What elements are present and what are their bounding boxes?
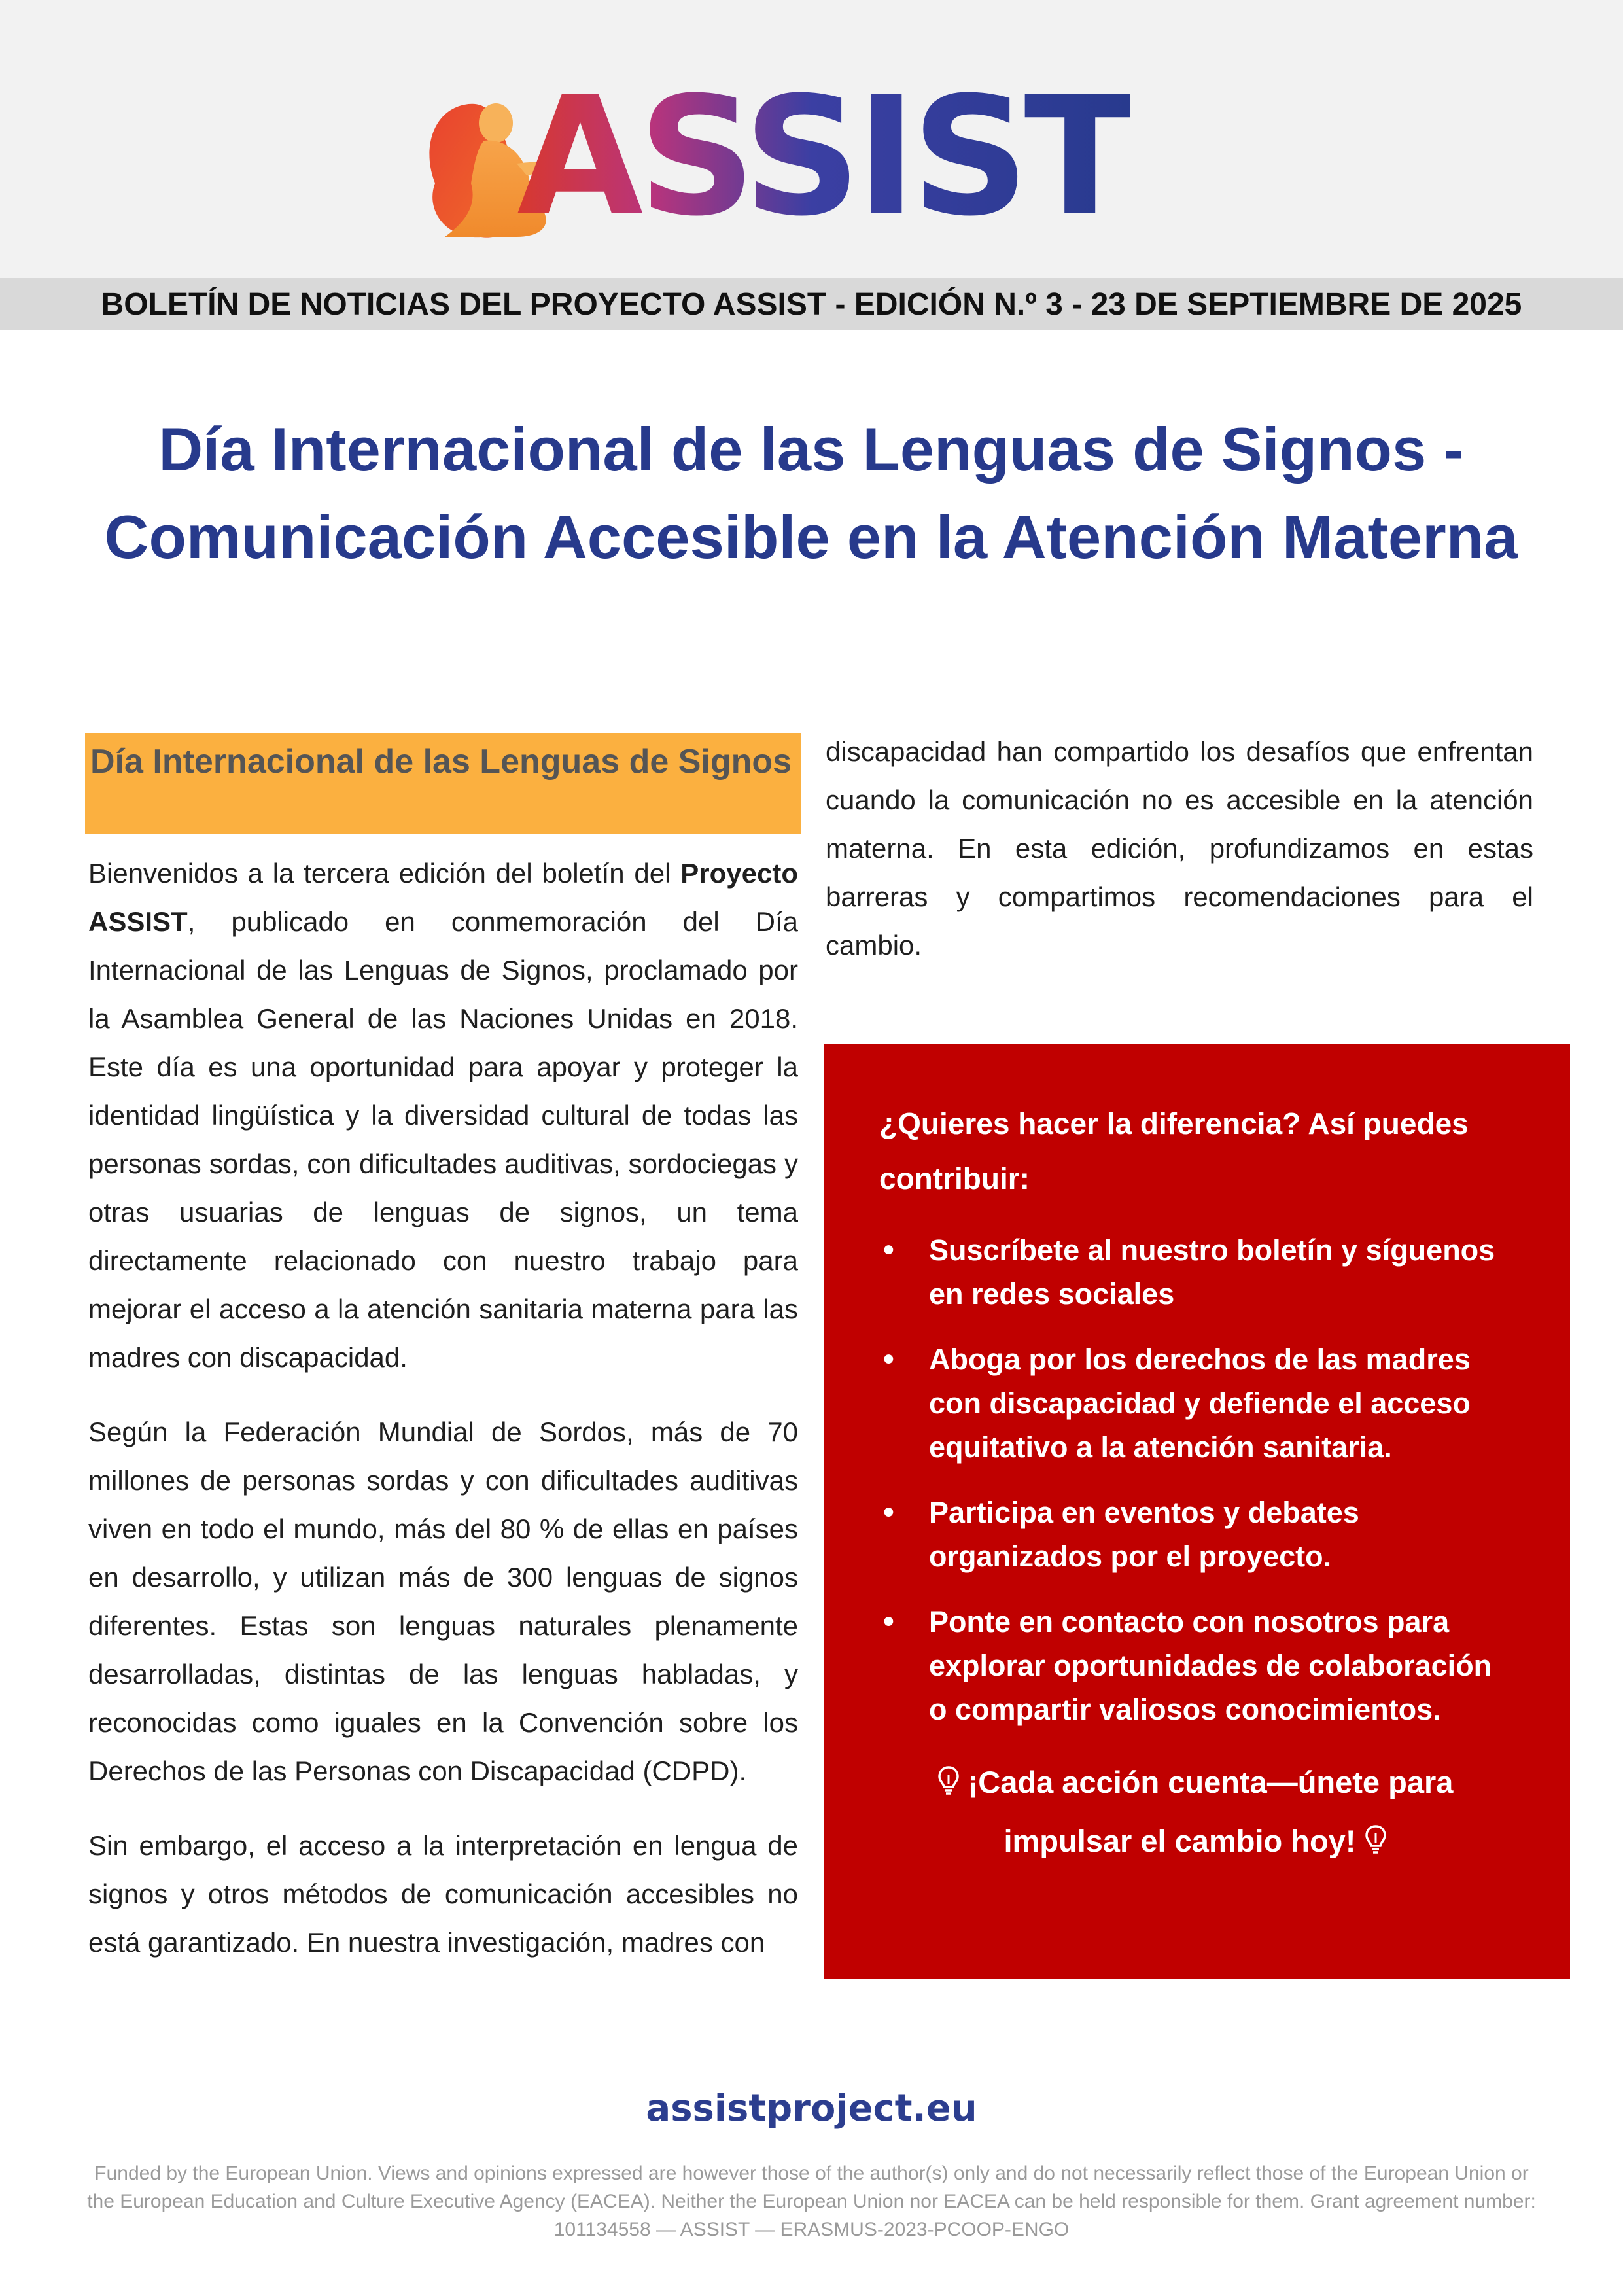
logo-wordmark: ASSIST	[517, 62, 1130, 252]
section-heading: Día Internacional de las Lenguas de Signos	[90, 743, 792, 781]
page-title: Día Internacional de las Lenguas de Signos - Comunicación Accesible en la Atención Materna	[104, 415, 1518, 571]
intro-rest: , publicado en conmemoración del Día Internacional de las Lenguas de Signos, proclamado por la Asamblea General de las Naciones Unidas en 2018. Este día es una oportunidad para apoyar y proteger la identidad lingüística y la diversidad cultural de todas las personas sordas, con dificultades auditivas, sordociegas y otras usuarias de lenguas de signos, un tema directamente relacionado con nuestro trabajo para mejorar el acceso a la atención sanitaria materna para las madres con discapacidad.	[88, 906, 798, 1373]
lightbulb-icon	[1365, 1824, 1387, 1856]
call-to-action-box	[824, 1044, 1570, 1979]
closing-text-1: ¡Cada acción cuenta—únete para	[968, 1765, 1454, 1799]
paragraph-access-continued: discapacidad han compartido los desafíos que enfrentan cuando la comunicación no es accesible en la atención materna. En esta edición, profundizamos en estas barreras y compartimos recomendaciones para el cambio.	[826, 736, 1533, 961]
cta-item-advocate: • Aboga por los derechos de las madres con discapacidad y defiende el acceso equitativo a la atención sanitaria.	[879, 1337, 1511, 1469]
funding-disclaimer: Funded by the European Union. Views and opinions expressed are however those of the author(s) only and do not necessarily reflect those of the European Union or the European Education and Culture Executive Agency (EACEA). Neither the European Union nor EACEA can be held responsible for them. Grant agreement number: 101134558 — ASSIST — ERASMUS-2023-PCOOP-ENGO	[87, 2163, 1536, 2240]
cta-item-participate: • Participa en eventos y debates organizados por el proyecto.	[879, 1491, 1511, 1578]
edition-text: BOLETÍN DE NOTICIAS DEL PROYECTO ASSIST - EDICIÓN N.º 3 - 23 DE SEPTIEMBRE DE 2025	[101, 287, 1522, 322]
project-name: Proyecto ASSIST	[88, 858, 798, 937]
cta-closing-line1	[879, 1753, 1511, 1812]
paragraph-statistics: Según la Federación Mundial de Sordos, más de 70 millones de personas sordas y con dificultades auditivas viven en todo el mundo, más del 80 % de ellas en países en desarrollo, y utilizan más de 300 lenguas de signos diferentes. Estas son lenguas naturales plenamente desarrolladas, distintas de las lenguas habladas, y reconocidas como iguales en la Convención sobre los Derechos de las Personas con Discapacidad (CDPD).	[88, 1417, 798, 1786]
cta-item-contact: • Ponte en contacto con nosotros para explorar oportunidades de colaboración o compartir valiosos conocimientos.	[879, 1600, 1511, 1731]
right-column	[826, 728, 1533, 970]
section-heading-box	[85, 733, 801, 834]
closing-text-2: impulsar el cambio hoy!	[1003, 1824, 1356, 1858]
cta-closing-line2	[879, 1812, 1511, 1871]
website-link[interactable]: assistproject.eu	[646, 2087, 977, 2130]
paragraph-access: Sin embargo, el acceso a la interpretación en lengua de signos y otros métodos de comunicación accesibles no está garantizado. En nuestra investigación, madres con	[88, 1830, 798, 1958]
intro-lead: Bienvenidos a la tercera edición del boletín del	[88, 858, 681, 889]
paragraph-intro	[88, 849, 798, 1382]
cta-item-subscribe: • Suscríbete al nuestro boletín y síguenos en redes sociales	[879, 1228, 1511, 1316]
cta-list	[879, 1228, 1511, 1731]
lightbulb-icon	[937, 1765, 960, 1797]
edition-bar	[0, 278, 1623, 330]
cta-closing	[879, 1753, 1511, 1871]
left-column	[88, 849, 798, 1993]
cta-title: ¿Quieres hacer la diferencia? Así puedes contribuir:	[879, 1106, 1469, 1195]
